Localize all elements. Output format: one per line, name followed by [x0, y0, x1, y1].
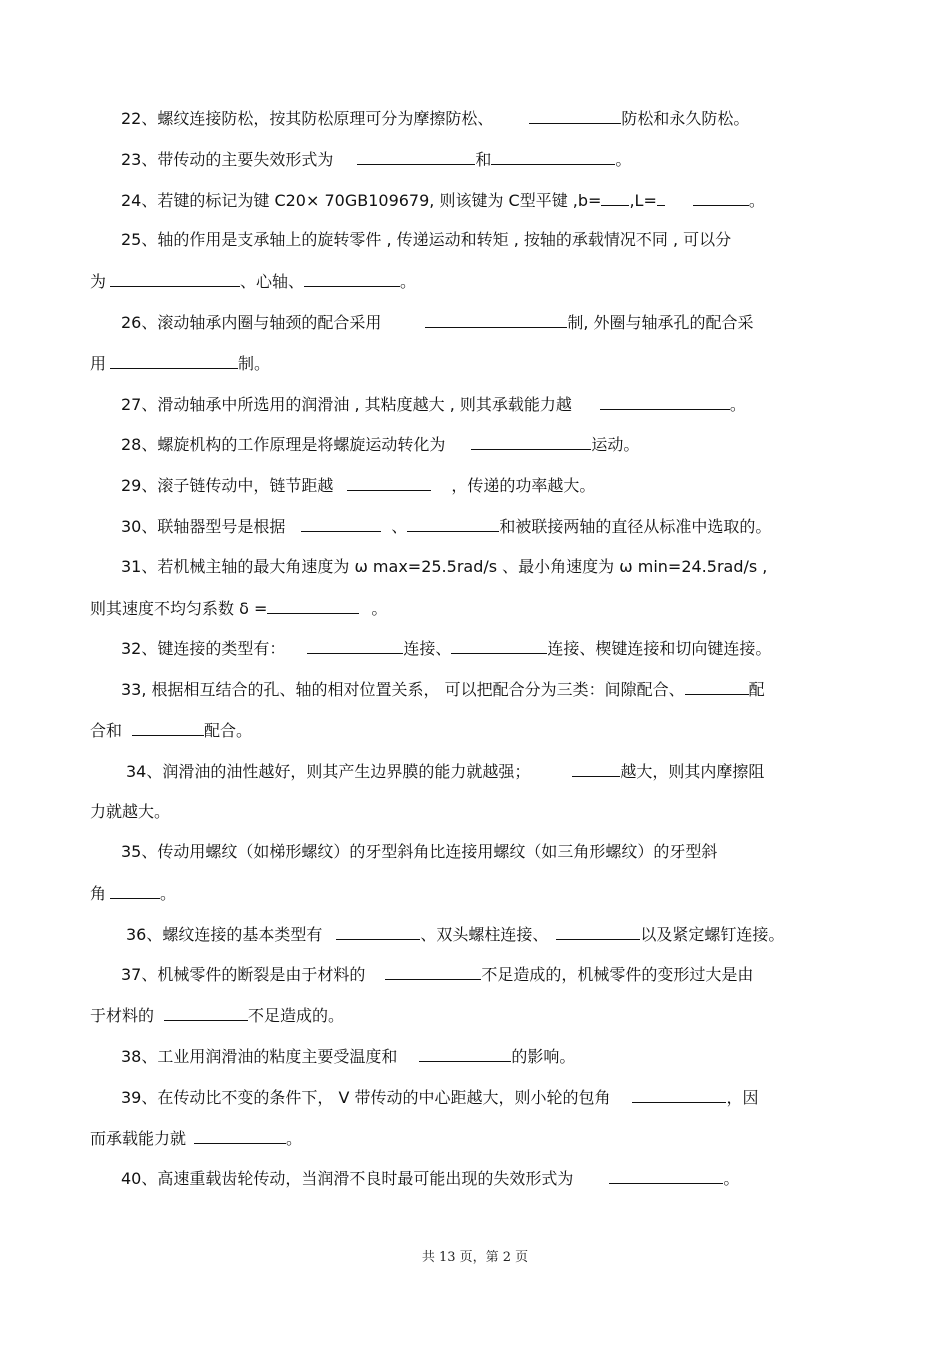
answer-blank[interactable] — [572, 760, 620, 777]
question-32: 32、键连接的类型有： 连接、 连接、楔键连接和切向键连接。 — [121, 639, 772, 658]
question-31: 31、若机械主轴的最大角速度为 ω max=25.5rad/s 、最小角速度为 ω min=24.5rad/s , — [121, 557, 768, 576]
answer-blank[interactable] — [110, 270, 240, 287]
question-22: 22、螺纹连接防松，按其防松原理可分为摩擦防松、 防松和永久防松。 — [121, 109, 750, 128]
question-25: 25、轴的作用是支承轴上的旋转零件 , 传递运动和转矩 , 按轴的承载情况不同 , 可以分 — [121, 230, 732, 249]
answer-blank[interactable] — [600, 393, 730, 410]
page-footer: 共 13 页，第 2 页 — [421, 1250, 529, 1265]
answer-blank[interactable] — [267, 597, 359, 614]
answer-blank[interactable] — [419, 1045, 511, 1062]
question-37: 37、机械零件的断裂是由于材料的 不足造成的，机械零件的变形过大是由 — [121, 965, 754, 984]
question-33-continued: 合和 配合。 — [90, 721, 253, 740]
question-26: 26、滚动轴承内圈与轴颈的配合采用 制, 外圈与轴承孔的配合采 — [121, 313, 754, 332]
question-29: 29、滚子链传动中，链节距越 ，传递的功率越大。 — [121, 476, 596, 495]
answer-blank[interactable] — [693, 189, 749, 206]
answer-blank[interactable] — [407, 515, 499, 532]
answer-blank[interactable] — [491, 148, 615, 165]
answer-blank[interactable] — [471, 433, 591, 450]
answer-blank[interactable] — [301, 515, 381, 532]
question-37-continued: 于材料的 不足造成的。 — [90, 1006, 345, 1025]
question-28: 28、螺旋机构的工作原理是将螺旋运动转化为 运动。 — [121, 435, 640, 454]
answer-blank[interactable] — [657, 189, 665, 206]
question-26-continued: 用 制。 — [90, 354, 271, 373]
question-31-continued: 则其速度不均匀系数 δ = 。 — [90, 599, 388, 618]
question-27: 27、滑动轴承中所选用的润滑油 , 其粘度越大 , 则其承载能力越 。 — [121, 395, 746, 414]
answer-blank[interactable] — [336, 923, 420, 940]
question-34: 34、润滑油的油性越好，则其产生边界膜的能力就越强； 越大，则其内摩擦阻 — [126, 762, 765, 781]
answer-blank[interactable] — [164, 1004, 248, 1021]
question-35-continued: 角 。 — [90, 884, 177, 903]
answer-blank[interactable] — [556, 923, 640, 940]
answer-blank[interactable] — [601, 189, 629, 206]
answer-blank[interactable] — [132, 719, 204, 736]
answer-blank[interactable] — [609, 1167, 723, 1184]
answer-blank[interactable] — [425, 311, 567, 328]
answer-blank[interactable] — [632, 1086, 726, 1103]
question-25-continued: 为 、心轴、 。 — [90, 272, 417, 291]
answer-blank[interactable] — [307, 637, 403, 654]
question-23: 23、带传动的主要失效形式为 和 。 — [121, 150, 632, 169]
question-30: 30、联轴器型号是根据 、 和被联接两轴的直径从标准中选取的。 — [121, 517, 772, 536]
answer-blank[interactable] — [451, 637, 547, 654]
answer-blank[interactable] — [385, 963, 481, 980]
answer-blank[interactable] — [357, 148, 475, 165]
question-34-continued: 力就越大。 — [90, 802, 171, 821]
question-38: 38、工业用润滑油的粘度主要受温度和 的影响。 — [121, 1047, 576, 1066]
question-39: 39、在传动比不变的条件下， V 带传动的中心距越大，则小轮的包角 ，因 — [121, 1088, 759, 1107]
question-36: 36、螺纹连接的基本类型有 、双头螺柱连接、 以及紧定螺钉连接。 — [126, 925, 785, 944]
answer-blank[interactable] — [110, 882, 160, 899]
question-39-continued: 而承载能力就 。 — [90, 1129, 303, 1148]
answer-blank[interactable] — [529, 107, 621, 124]
question-24: 24、若键的标记为键 C20× 70GB109679, 则该键为 C型平键 ,b= ,L= 。 — [121, 191, 765, 210]
answer-blank[interactable] — [194, 1127, 286, 1144]
answer-blank[interactable] — [110, 352, 238, 369]
answer-blank[interactable] — [685, 678, 749, 695]
answer-blank[interactable] — [304, 270, 400, 287]
question-40: 40、高速重载齿轮传动，当润滑不良时最可能出现的失效形式为 。 — [121, 1169, 740, 1188]
answer-blank[interactable] — [347, 474, 431, 491]
question-35: 35、传动用螺纹（如梯形螺纹）的牙型斜角比连接用螺纹（如三角形螺纹）的牙型斜 — [121, 842, 718, 861]
question-33: 33, 根据相互结合的孔、轴的相对位置关系， 可以把配合分为三类：间隙配合、 配 — [121, 680, 765, 699]
